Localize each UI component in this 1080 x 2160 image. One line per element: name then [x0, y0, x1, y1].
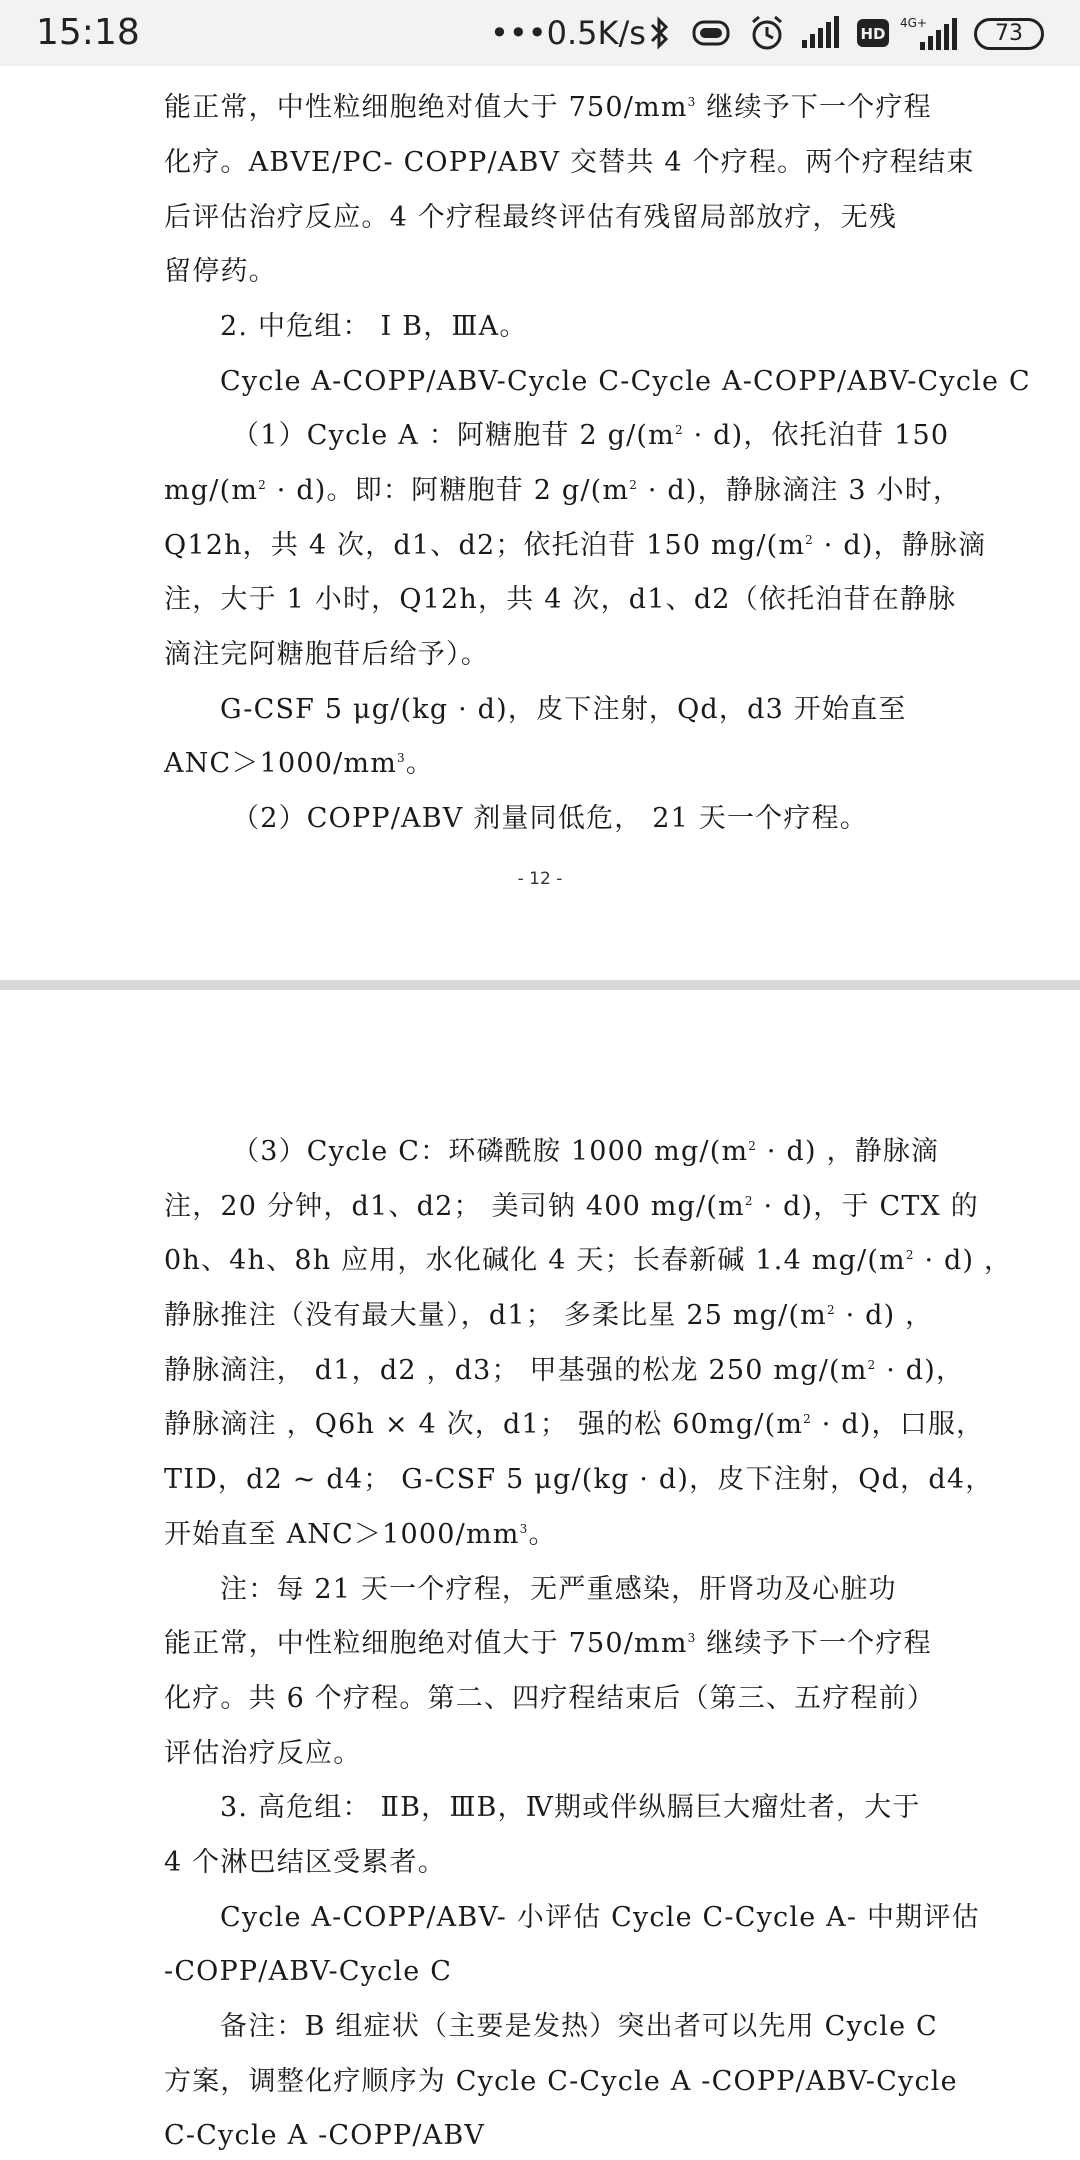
- text-line: Q12h，共 4 次，d1、d2；依托泊苷 150 $mg/(m^2 \cdot d)$，静脉滴: [164, 530, 987, 561]
- text-line: 能正常，中性粒细胞绝对值大于 $750/mm^3$ 继续予下一个疗程: [164, 1628, 932, 1659]
- network-speed: •••0.5K/s: [490, 14, 646, 52]
- text-line: 方案，调整化疗顺序为 Cycle C-Cycle A -COPP/ABV-Cycle: [164, 2066, 958, 2097]
- text-line: 留停药。: [164, 256, 277, 287]
- document-page-13: [0, 990, 1080, 2160]
- text-line: 化疗。共 6 个疗程。第二、四疗程结束后（第三、五疗程前）: [164, 1683, 936, 1714]
- text-line: 注，20 分钟，d1、d2； 美司钠 400 $mg/(m^2 \cdot d)$，于 CTX 的: [164, 1191, 979, 1222]
- text-line: 注，大于 1 小时，Q12h，共 4 次，d1、d2（依托泊苷在静脉: [164, 584, 957, 615]
- text-line: 静脉滴注， d1，d2 ，d3； 甲基强的松龙 250 $mg/(m^2 \cdot d)$，: [164, 1355, 965, 1386]
- text-line: -COPP/ABV-Cycle C: [164, 1956, 453, 1987]
- svg-text:HD: HD: [860, 25, 886, 43]
- text-line: TID，d2 ~ d4； G-CSF 5 μg/(kg · d)，皮下注射，Qd，d4，: [164, 1464, 994, 1495]
- text-line: 后评估治疗反应。4 个疗程最终评估有残留局部放疗，无残: [164, 202, 898, 233]
- 4g-signal-icon: [898, 14, 958, 52]
- text-line: C-Cycle A -COPP/ABV: [164, 2120, 486, 2151]
- text-line: 备注：B 组症状（主要是发热）突出者可以先用 Cycle C: [220, 2011, 938, 2042]
- status-time: 15:18: [36, 12, 140, 53]
- svg-text:4G+: 4G+: [900, 16, 927, 30]
- bluetooth-icon: [648, 14, 672, 52]
- text-line: $mg/(m^2 \cdot d)$。即：阿糖胞苷 2 $g/(m^2 \cdot d)$，静脉滴注 3 小时，: [164, 475, 962, 506]
- text-line: 评估治疗反应。: [164, 1738, 362, 1769]
- text-line: 能正常，中性粒细胞绝对值大于 $750/mm^3$ 继续予下一个疗程: [164, 92, 932, 123]
- alarm-icon: [748, 14, 786, 52]
- text-line: 滴注完阿糖胞苷后给予）。: [164, 639, 489, 670]
- battery-icon: 73: [974, 18, 1044, 50]
- status-bar: [0, 0, 1080, 66]
- text-line: 注：每 21 天一个疗程，无严重感染，肝肾功及心脏功: [220, 1574, 897, 1605]
- text-line: 化疗。ABVE/PC- COPP/ABV 交替共 4 个疗程。两个疗程结束: [164, 147, 975, 178]
- section-heading: 3. 高危组： ⅡB，ⅢB，Ⅳ期或伴纵膈巨大瘤灶者，大于: [220, 1792, 921, 1823]
- text-line: （3）Cycle C：环磷酰胺 1000 $mg/(m^2 \cdot d)$ ，静脉滴: [232, 1136, 940, 1167]
- text-line: （1）Cycle A ：阿糖胞苷 2 $g/(m^2 \cdot d)$，依托泊苷 150: [232, 420, 950, 451]
- text-line: （2）COPP/ABV 剂量同低危， 21 天一个疗程。: [232, 803, 868, 834]
- text-line: 开始直至 $ANC>1000/mm^3$。: [164, 1519, 557, 1550]
- text-line: 4 个淋巴结区受累者。: [164, 1847, 446, 1878]
- document-page-12: [0, 66, 1080, 980]
- text-line: $ANC>1000/mm^3$。: [164, 748, 435, 779]
- section-heading: 2. 中危组： I B，ⅢA。: [220, 311, 528, 342]
- text-line: Cycle A-COPP/ABV- 小评估 Cycle C-Cycle A- 中期评估: [220, 1902, 980, 1933]
- text-line: Cycle A-COPP/ABV-Cycle C-Cycle A-COPP/ABV-Cycle C: [220, 366, 1031, 397]
- text-line: 静脉滴注 ，Q6h × 4 次，d1； 强的松 $60mg/(m^2 \cdot d)$，口服，: [164, 1409, 985, 1440]
- signal-icon: [800, 14, 840, 52]
- vibrate-icon: [688, 14, 734, 52]
- text-line: G-CSF 5 μg/(kg · d)，皮下注射，Qd，d3 开始直至: [220, 694, 907, 725]
- text-line: 0h、4h、8h 应用，水化碱化 4 天；长春新碱 1.4 $mg/(m^2 \cdot d)$ ，: [164, 1245, 1013, 1276]
- text-line: 静脉推注（没有最大量），d1； 多柔比星 25 $mg/(m^2 \cdot d)$ ，: [164, 1300, 934, 1331]
- page-divider: [0, 980, 1080, 990]
- hd-icon: [856, 14, 890, 52]
- page-number: - 12 -: [517, 869, 563, 889]
